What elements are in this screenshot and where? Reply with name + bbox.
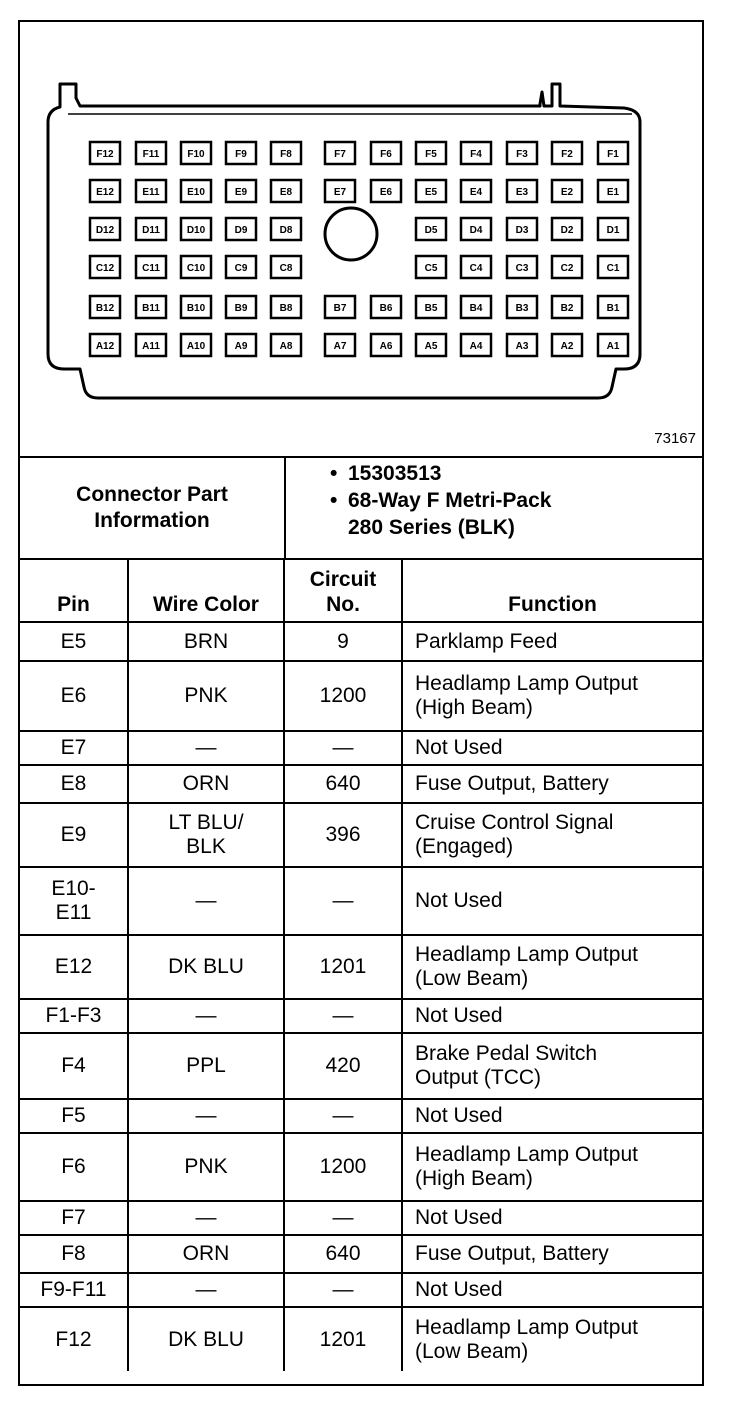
pin-label: F2: [561, 149, 573, 160]
pin-label: C10: [186, 263, 206, 274]
table-row: [20, 1307, 702, 1371]
pin-cavity-e7: [325, 180, 355, 202]
function-cell-line: Output (TCC): [415, 1066, 542, 1089]
pin-label: B9: [234, 303, 248, 314]
header-function: Function: [402, 559, 702, 622]
table-body: [20, 622, 702, 1371]
pin-cell: [20, 1133, 128, 1201]
pin-label: C1: [606, 263, 620, 274]
wire-color-cell: [128, 867, 284, 935]
pin-cavity-c9: [226, 256, 256, 278]
wire-color-cell-line: DK BLU: [168, 1327, 244, 1351]
pin-label: E3: [515, 187, 529, 198]
pin-cavity-f10: [181, 142, 211, 164]
pin-cavity-d9: [226, 218, 256, 240]
pin-cavity-a1: [598, 334, 628, 356]
function-cell-line: Not Used: [415, 1278, 503, 1301]
pin-label: B1: [606, 303, 620, 314]
pin-cavity-c8: [271, 256, 301, 278]
pin-label: F10: [187, 149, 205, 160]
function-cell: [402, 1307, 702, 1371]
pin-cell-line: E10-: [51, 877, 96, 900]
wire-color-cell: [128, 1201, 284, 1235]
circuit-number-cell: 1201: [284, 1307, 402, 1371]
wire-color-cell: [128, 935, 284, 999]
wire-color-cell-line: PNK: [184, 1155, 228, 1178]
connector-polarizing-hole: [325, 208, 377, 260]
pin-label: F5: [425, 149, 437, 160]
part-info-label: [20, 458, 286, 558]
wire-color-cell-line: PPL: [186, 1054, 226, 1077]
pin-cell: [20, 622, 128, 661]
pin-cell-line: E8: [60, 772, 87, 795]
header-pin: Pin: [20, 559, 128, 622]
wire-color-cell: [128, 1235, 284, 1273]
function-cell: [402, 1033, 702, 1099]
pin-label: B12: [95, 303, 115, 314]
pin-cavity-a8: [271, 334, 301, 356]
pin-cavity-f3: [507, 142, 537, 164]
pin-cavity-a5: [416, 334, 446, 356]
pin-cell-line: F6: [61, 1155, 86, 1178]
function-cell: [402, 1099, 702, 1133]
pin-label: A1: [606, 341, 620, 352]
pin-cell: [20, 803, 128, 867]
pin-label: A4: [469, 341, 483, 352]
pin-cavity-f2: [552, 142, 582, 164]
pin-cavity-c10: [181, 256, 211, 278]
function-cell-line: (Engaged): [415, 835, 514, 858]
pin-cavity-f8: [271, 142, 301, 164]
pin-cavity-b7: [325, 296, 355, 318]
wire-color-cell-line: DK BLU: [168, 955, 244, 978]
wire-color-cell: [128, 1307, 284, 1371]
pin-cell-line: E11: [55, 901, 92, 924]
pin-cavity-d11: [136, 218, 166, 240]
wire-color-cell-line: —: [195, 1004, 217, 1027]
pin-cell-line: F1-F3: [45, 1004, 102, 1027]
table-row: [20, 935, 702, 999]
wire-color-cell-line: —: [195, 736, 217, 759]
pin-cavity-b4: [461, 296, 491, 318]
circuit-number-cell: 1200: [284, 661, 402, 731]
pin-label: C9: [234, 263, 248, 274]
table-row: [20, 1273, 702, 1307]
pin-label: A7: [333, 341, 347, 352]
pin-cavity-a4: [461, 334, 491, 356]
pin-cell-line: E6: [60, 684, 87, 707]
pin-label: C2: [560, 263, 574, 274]
circuit-number-cell: 420: [284, 1033, 402, 1099]
pin-cavity-a6: [371, 334, 401, 356]
function-cell-line: Brake Pedal Switch: [415, 1042, 598, 1065]
table-row: [20, 622, 702, 661]
circuit-number-cell: 1200: [284, 1133, 402, 1201]
circuit-number-cell: 396: [284, 803, 402, 867]
pin-cavity-e9: [226, 180, 256, 202]
pin-cavity-e6: [371, 180, 401, 202]
wire-color-cell-line: —: [195, 889, 217, 912]
pin-cell: [20, 731, 128, 765]
pin-cell: [20, 1099, 128, 1133]
function-cell: [402, 999, 702, 1033]
pin-label: D4: [469, 225, 483, 236]
wire-color-cell: [128, 731, 284, 765]
pin-cavity-e11: [136, 180, 166, 202]
circuit-number-cell: 1201: [284, 935, 402, 999]
pin-label: D12: [95, 225, 115, 236]
pin-cell-line: F9-F11: [40, 1278, 107, 1301]
pin-cavity-c4: [461, 256, 491, 278]
pin-label: C8: [279, 263, 293, 274]
pin-label: B10: [186, 303, 206, 314]
pin-label: B6: [379, 303, 393, 314]
circuit-number-cell: 9: [284, 622, 402, 661]
pin-cavity-e8: [271, 180, 301, 202]
pin-label: A10: [186, 341, 206, 352]
circuit-number-cell: —: [284, 731, 402, 765]
pin-cavity-b2: [552, 296, 582, 318]
function-cell: [402, 935, 702, 999]
table-row: [20, 731, 702, 765]
function-cell-line: Fuse Output, Battery: [415, 772, 609, 795]
pin-cavity-b5: [416, 296, 446, 318]
pin-cavity-e4: [461, 180, 491, 202]
wire-color-cell-line: —: [195, 1278, 217, 1301]
header-circuit-no: [284, 559, 402, 622]
pin-label: D3: [515, 225, 529, 236]
connector-drawing: [20, 22, 702, 456]
wire-color-cell: [128, 999, 284, 1033]
pin-cell: [20, 935, 128, 999]
function-cell-line: Headlamp Lamp Output: [415, 943, 638, 966]
function-cell-line: Fuse Output, Battery: [415, 1242, 609, 1265]
function-cell: [402, 1201, 702, 1235]
pin-label: D2: [560, 225, 574, 236]
pin-cavity-c2: [552, 256, 582, 278]
pin-label: F6: [380, 149, 392, 160]
pin-cell: [20, 1307, 128, 1371]
pin-label: A9: [234, 341, 248, 352]
function-cell: [402, 867, 702, 935]
pin-cavity-e12: [90, 180, 120, 202]
function-cell: [402, 803, 702, 867]
pin-label: E6: [379, 187, 393, 198]
pin-cell-line: F4: [61, 1054, 86, 1077]
pin-label: C12: [95, 263, 115, 274]
part-number: • 15303513: [330, 460, 700, 487]
pin-cell: [20, 765, 128, 803]
pin-cell-line: E5: [60, 629, 87, 653]
pin-label: B3: [515, 303, 529, 314]
circuit-number-cell: 640: [284, 765, 402, 803]
pin-label: A3: [515, 341, 529, 352]
pin-cavity-d1: [598, 218, 628, 240]
part-info-label-line1: Connector Part: [76, 483, 228, 506]
wire-color-cell-line: —: [195, 1104, 217, 1127]
pin-cavity-c3: [507, 256, 537, 278]
pin-cavity-b8: [271, 296, 301, 318]
function-cell: [402, 1273, 702, 1307]
pin-label: F9: [235, 149, 247, 160]
table-row: [20, 765, 702, 803]
table-row: [20, 1201, 702, 1235]
pin-cavity-d12: [90, 218, 120, 240]
function-cell-line: (High Beam): [415, 1167, 533, 1190]
pin-cavity-a2: [552, 334, 582, 356]
wire-color-cell: [128, 1099, 284, 1133]
pin-cavity-b12: [90, 296, 120, 318]
table-row: [20, 1133, 702, 1201]
circuit-number-cell: —: [284, 999, 402, 1033]
pin-cell-line: F7: [61, 1206, 86, 1229]
pin-cavity-f7: [325, 142, 355, 164]
pin-cavity-d2: [552, 218, 582, 240]
pin-cavity-a10: [181, 334, 211, 356]
table-row: [20, 1099, 702, 1133]
pin-label: D10: [186, 225, 206, 236]
function-cell-line: Headlamp Lamp Output: [415, 672, 638, 695]
pin-label: F7: [334, 149, 346, 160]
pin-label: C11: [142, 263, 160, 274]
pin-label: B7: [333, 303, 347, 314]
function-cell-line: (Low Beam): [415, 967, 529, 990]
pin-label: B8: [279, 303, 293, 314]
function-cell-line: Headlamp Lamp Output: [415, 1143, 638, 1166]
pin-label: B2: [560, 303, 574, 314]
pin-label: E10: [187, 187, 205, 198]
pin-cavity-d5: [416, 218, 446, 240]
table-row: [20, 1033, 702, 1099]
pin-label: A6: [379, 341, 393, 352]
table-row: [20, 867, 702, 935]
pin-cavity-c1: [598, 256, 628, 278]
pin-cavity-a3: [507, 334, 537, 356]
function-cell-line: Not Used: [415, 1104, 503, 1127]
pin-cavity-c5: [416, 256, 446, 278]
table-row: [20, 1235, 702, 1273]
function-cell-line: (High Beam): [415, 696, 533, 719]
pin-cavity-e2: [552, 180, 582, 202]
pin-cavity-f12: [90, 142, 120, 164]
pin-cell: [20, 867, 128, 935]
table-header-row: [20, 559, 702, 622]
pin-cell: [20, 1201, 128, 1235]
pin-cell-line: E7: [60, 736, 87, 759]
part-info-label-line2: Information: [94, 509, 210, 532]
connector-part-information: [20, 456, 702, 560]
function-cell: [402, 661, 702, 731]
pin-cell-line: E12: [54, 955, 93, 978]
pin-label: A11: [142, 341, 160, 352]
pin-cell-line: F12: [55, 1327, 92, 1351]
wire-color-cell-line: LT BLU/: [168, 811, 244, 834]
pin-cavity-e1: [598, 180, 628, 202]
function-cell-line: Parklamp Feed: [415, 629, 558, 653]
circuit-number-cell: —: [284, 1273, 402, 1307]
wire-color-cell-line: BRN: [183, 629, 229, 653]
pin-cavity-b3: [507, 296, 537, 318]
circuit-number-cell: —: [284, 867, 402, 935]
pin-label: B11: [142, 303, 160, 314]
pin-label: E4: [469, 187, 483, 198]
pin-cell: [20, 999, 128, 1033]
pin-cell: [20, 661, 128, 731]
wire-color-cell-line: ORN: [182, 772, 230, 795]
pin-cavity-a12: [90, 334, 120, 356]
pin-label: F3: [516, 149, 528, 160]
wire-color-cell: [128, 1273, 284, 1307]
pin-label: E9: [234, 187, 248, 198]
pin-label: D8: [279, 225, 293, 236]
part-info-list: [330, 460, 700, 541]
pin-label: A12: [95, 341, 115, 352]
pin-cavity-f9: [226, 142, 256, 164]
connector-sheet: [18, 20, 704, 1386]
pin-label: E2: [560, 187, 574, 198]
pin-cell-line: E9: [60, 823, 87, 846]
pin-label: C5: [424, 263, 438, 274]
pin-cavity-a7: [325, 334, 355, 356]
pin-label: D5: [424, 225, 438, 236]
pin-function-table: [20, 558, 702, 1371]
wire-color-cell: [128, 622, 284, 661]
pin-label: A2: [560, 341, 574, 352]
pin-label: E8: [279, 187, 293, 198]
pin-cell: [20, 1033, 128, 1099]
wire-color-cell: [128, 1033, 284, 1099]
table-row: [20, 999, 702, 1033]
pin-label: A8: [279, 341, 293, 352]
table-row: [20, 661, 702, 731]
pin-cell-line: F8: [61, 1242, 86, 1265]
connector-face-diagram: [20, 22, 702, 456]
pin-cavity-b1: [598, 296, 628, 318]
function-cell-line: Not Used: [415, 889, 503, 912]
pin-label: D1: [606, 225, 620, 236]
pin-label: E12: [96, 187, 114, 198]
wire-color-cell: [128, 1133, 284, 1201]
wire-color-cell-line: —: [195, 1206, 217, 1229]
figure-number: 73167: [654, 430, 696, 447]
pin-cavity-b9: [226, 296, 256, 318]
wire-color-cell-line: ORN: [182, 1242, 230, 1265]
function-cell: [402, 731, 702, 765]
pin-cavity-b11: [136, 296, 166, 318]
pin-label: C3: [515, 263, 529, 274]
function-cell-line: Cruise Control Signal: [415, 811, 614, 834]
function-cell: [402, 1133, 702, 1201]
pin-cell-line: F5: [61, 1104, 86, 1127]
pin-cavity-b6: [371, 296, 401, 318]
function-cell: [402, 765, 702, 803]
pin-cavity-e10: [181, 180, 211, 202]
pin-cavity-e5: [416, 180, 446, 202]
wire-color-cell: [128, 765, 284, 803]
header-circuit-line1: Circuit: [309, 568, 377, 591]
pin-label: F4: [470, 149, 482, 160]
circuit-number-cell: 640: [284, 1235, 402, 1273]
pin-label: B4: [469, 303, 483, 314]
pin-cavity-f5: [416, 142, 446, 164]
function-cell-line: Not Used: [415, 1206, 503, 1229]
pin-cell: [20, 1235, 128, 1273]
wire-color-cell: [128, 803, 284, 867]
function-cell: [402, 622, 702, 661]
pin-cavity-f6: [371, 142, 401, 164]
pin-cavity-d3: [507, 218, 537, 240]
function-cell-line: Headlamp Lamp Output: [415, 1315, 638, 1339]
pin-cavity-b10: [181, 296, 211, 318]
pin-label: A5: [424, 341, 438, 352]
header-wire-color: Wire Color: [128, 559, 284, 622]
pin-label: C4: [469, 263, 483, 274]
pin-label: D11: [142, 225, 160, 236]
circuit-number-cell: —: [284, 1201, 402, 1235]
function-cell: [402, 1235, 702, 1273]
pin-label: F8: [280, 149, 292, 160]
function-cell-line: Not Used: [415, 1004, 503, 1027]
wire-color-cell-line: PNK: [184, 684, 228, 707]
pin-cavity-a9: [226, 334, 256, 356]
pin-label: E11: [142, 187, 160, 198]
pin-label: E7: [333, 187, 347, 198]
pin-cavity-f1: [598, 142, 628, 164]
connector-series: 280 Series (BLK): [348, 516, 515, 539]
wire-color-cell: [128, 661, 284, 731]
pin-cavity-c12: [90, 256, 120, 278]
pin-cavity-a11: [136, 334, 166, 356]
connector-type: • 68-Way F Metri-Pack: [330, 487, 700, 514]
pin-label: F12: [96, 149, 114, 160]
pin-label: E5: [424, 187, 438, 198]
pin-label: F1: [607, 149, 619, 160]
pin-cavity-d8: [271, 218, 301, 240]
pin-cavity-f11: [136, 142, 166, 164]
pin-cavity-e3: [507, 180, 537, 202]
pin-label: D9: [234, 225, 248, 236]
pin-label: B5: [424, 303, 438, 314]
pin-cavity-c11: [136, 256, 166, 278]
function-cell-line: (Low Beam): [415, 1339, 529, 1363]
function-cell-line: Not Used: [415, 736, 503, 759]
pin-cavity-d10: [181, 218, 211, 240]
table-row: [20, 803, 702, 867]
pin-cavity-f4: [461, 142, 491, 164]
pin-cavity-d4: [461, 218, 491, 240]
header-circuit-line2: No.: [326, 593, 360, 616]
pin-cell: [20, 1273, 128, 1307]
circuit-number-cell: —: [284, 1099, 402, 1133]
pin-label: F11: [142, 149, 160, 160]
pin-label: E1: [606, 187, 620, 198]
wire-color-cell-line: BLK: [186, 835, 226, 858]
